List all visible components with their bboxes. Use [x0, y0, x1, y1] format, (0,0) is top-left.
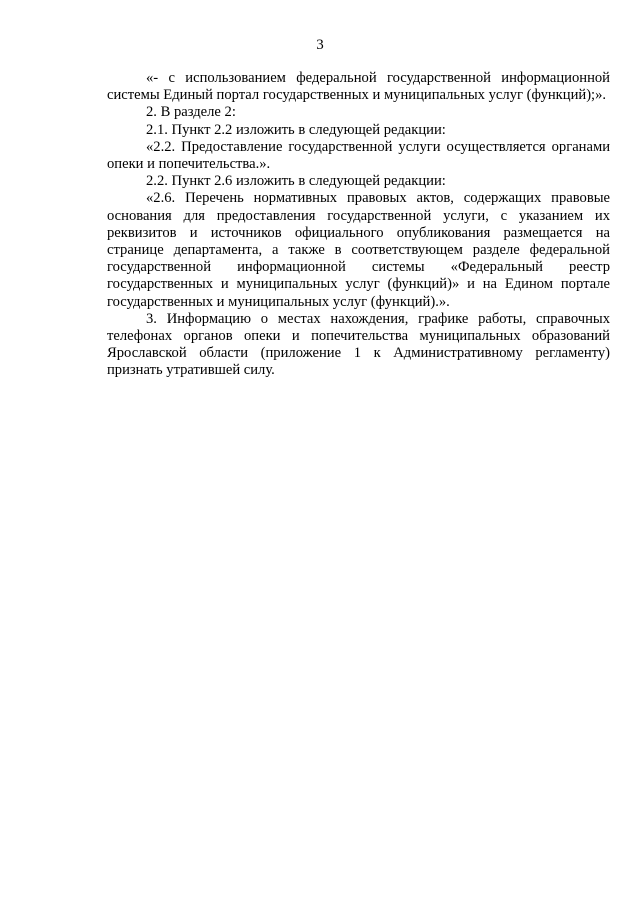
paragraph-item-3: 3. Информацию о местах нахождения, графике работы, справочных телефонах органов опеки и попечительства муниципальных образований Ярославской области (приложение 1 к Административному регламенту) признать утратившей силу.	[107, 310, 610, 379]
page-number: 3	[316, 37, 324, 53]
paragraph-item-2-1: 2.1. Пункт 2.2 изложить в следующей редакции:	[146, 121, 446, 138]
paragraph-quote-2-2: «2.2. Предоставление государственной услуги осуществляется органами опеки и попечительства.».	[107, 138, 610, 173]
paragraph-intro-quote: «- с использованием федеральной государственной информационной системы Единый портал государственных и муниципальных услуг (функций);».	[107, 70, 610, 104]
paragraph-quote-2-6: «2.6. Перечень нормативных правовых актов, содержащих правовые основания для предоставления государственной услуги, с указанием их реквизитов и источников официального опубликования размещается на странице департамента, а также в соответствующем разделе федеральной государственной информационной системы «Федеральный реестр государственных и муниципальных услуг (функций)» и на Едином портале государственных и муниципальных услуг (функций).».	[107, 190, 610, 310]
document-body	[107, 70, 610, 380]
paragraph-section-2: 2. В разделе 2:	[146, 104, 236, 121]
paragraph-item-2-2: 2.2. Пункт 2.6 изложить в следующей редакции:	[146, 173, 446, 190]
